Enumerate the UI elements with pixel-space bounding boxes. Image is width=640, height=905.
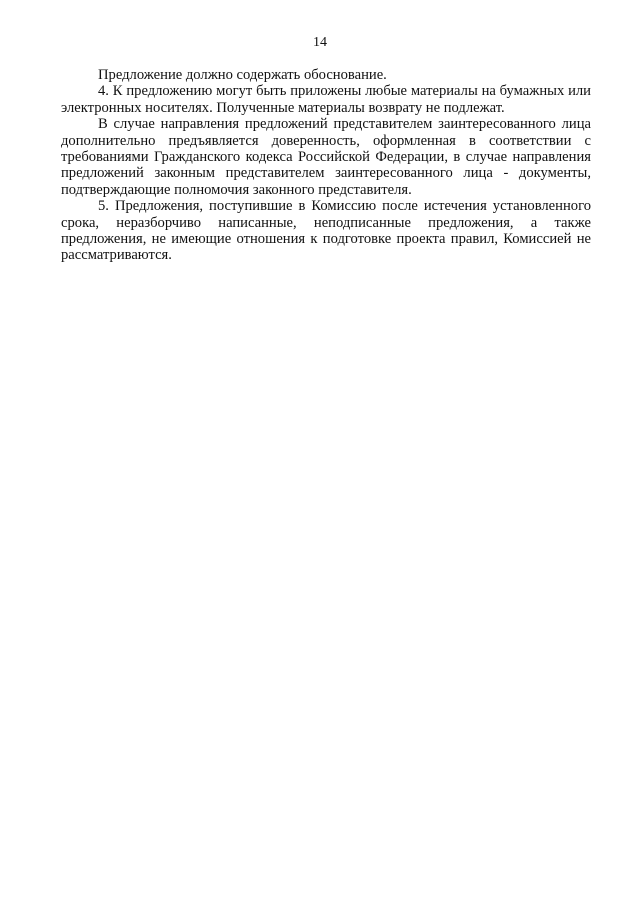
- paragraph-representative: В случае направления предложений представителем заинтересованного лица дополнительно предъявляется доверенность, оформленная в соответствии с требованиями Гражданского кодекса Российской Федерации, в случае направления предложений законным представителем заинтересованного лица - документы, подтверждающие полномочия законного представителя.: [61, 116, 591, 198]
- page-number: 14: [313, 35, 327, 50]
- document-body: [61, 67, 591, 264]
- paragraph-item-5: 5. Предложения, поступившие в Комиссию после истечения установленного срока, неразборчиво написанные, неподписанные предложения, а также предложения, не имеющие отношения к подготовке проекта правил, Комиссией не рассматриваются.: [61, 198, 591, 264]
- paragraph-item-4: 4. К предложению могут быть приложены любые материалы на бумажных или электронных носителях. Полученные материалы возврату не подлежат.: [61, 83, 591, 116]
- paragraph-justification: Предложение должно содержать обоснование.: [98, 67, 387, 83]
